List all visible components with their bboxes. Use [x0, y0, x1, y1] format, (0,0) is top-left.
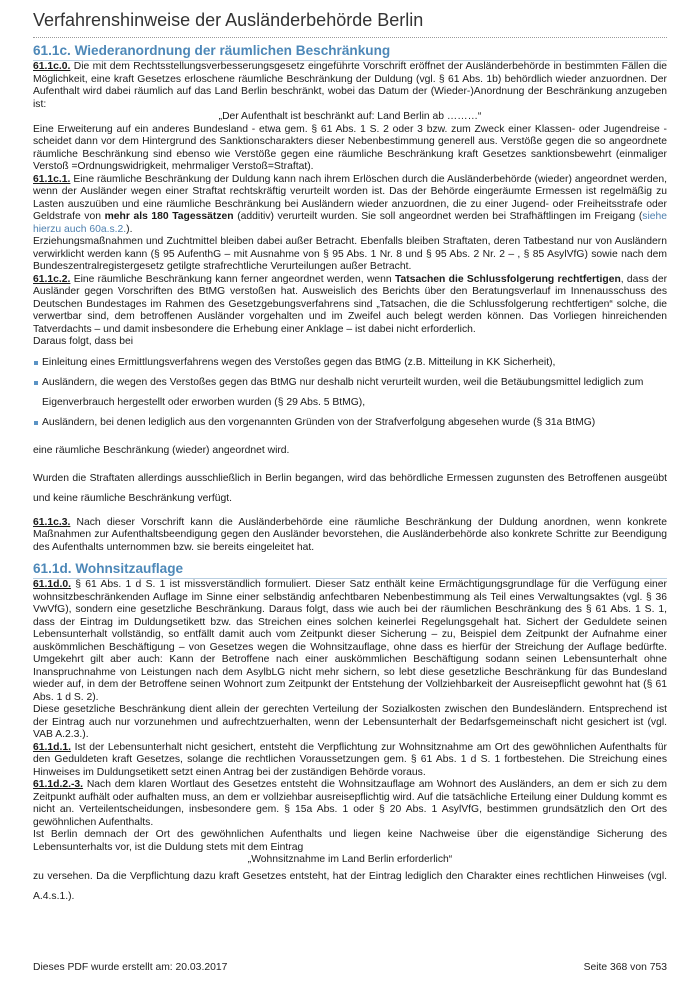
bullet-square-icon — [34, 361, 38, 365]
paragraph-61-1d-2-3 — [33, 779, 667, 829]
paragraph-number: 61.1d.2.-3. — [33, 779, 84, 790]
bold-text: mehr als 180 Tagessätzen — [104, 211, 234, 222]
cross-reference-link[interactable]: siehe hierzu auch 60a.s.2. — [33, 211, 668, 235]
paragraph-number: 61.1d.0. — [33, 579, 71, 590]
quote-line: „Der Aufenthalt ist beschränkt auf: Land Berlin ab ………“ — [218, 111, 482, 122]
list-item: Ausländern, die wegen des Verstoßes gegen das BtMG nur deshalb nicht verurteilt wurden, weil die Betäubungsmittel lediglich zum Eigenverbrauch hergestellt oder erworben wurden (§ 29 Abs. 5 BtMG), — [33, 373, 667, 413]
footer-page-number: Seite 368 von 753 — [583, 962, 667, 973]
paragraph-text: Daraus folgt, dass bei — [33, 336, 134, 347]
list-item: Einleitung eines Ermittlungsverfahrens wegen des Verstoßes gegen das BtMG (z.B. Mitteilung in KK Sicherheit), — [33, 353, 667, 373]
list-item: Ausländern, bei denen lediglich aus den vorgenannten Gründen von der Strafverfolgung abgesehen wurde (§ 31a BtMG) — [33, 413, 667, 433]
paragraph-number: 61.1d.1. — [33, 741, 71, 753]
bullet-square-icon — [34, 381, 38, 385]
section-heading-61-1d: 61.1d. Wohnsitzauflage — [33, 560, 667, 579]
paragraph-text: (additiv) verurteilt wurden. Sie soll angeordnet werden bei Strafhäftlingen im Freigang ( — [237, 211, 643, 222]
bullet-list — [33, 353, 667, 433]
bullet-square-icon — [34, 421, 38, 425]
title-divider — [33, 37, 667, 38]
paragraph-text: eine räumliche Beschränkung (wieder) angeordnet wird. — [33, 444, 290, 456]
paragraph-number: 61.1c.0. — [33, 61, 71, 72]
paragraph-61-1c-3 — [33, 517, 667, 555]
paragraph-text: Eine Erweiterung auf ein anderes Bundesland - etwa gem. § 61 Abs. 1 S. 2 oder 3 bzw. zum Zweck einer Klassen- oder Jugendreise - scheidet dann vor dem Hintergrund des Sanktionscharakters dieser Nebenbestimmung generell aus. Verstöße gegen die so angeordnete räumliche Beschränkung sind ebenso wie Verstöße gegen eine räumliche Beschränkung kraft Gesetzes sanktionsbewehrt (einmaliger Verstoß =Ordnungswidrigkeit, mehrmaliger Verstoß=Straftat). — [33, 123, 667, 172]
paragraph-text: Erziehungsmaßnahmen und Zuchtmittel bleiben dabei außer Betracht. Ebenfalls bleiben Straftaten, deren Tatbestand nur von Ausländern verwirklicht werden kann (§ 95 AufenthG – mit Ausnahme von § 95 Abs. 1 Nr. 8 und § 95 Abs. 2 Nr. 2 – , § 85 AsylVfG) sowie nach dem Bundeszentralregistergesetz getilgte strafrechtliche Verurteilungen außer Betracht. — [33, 236, 667, 272]
paragraph-number: 61.1c.2. — [33, 273, 71, 285]
paragraph-text: Ist Berlin demnach der Ort des gewöhnlichen Aufenthalts und liegen keine Nachweise über die eigenständige Sicherung des Lebensunterhalts vor, ist die Duldung stets mit dem Eintrag — [33, 829, 667, 853]
paragraph-61-1d-0 — [33, 579, 667, 704]
paragraph-text: , dass der Ausländer gegen Vorschriften des BtMG verstoßen hat. Ausweislich des Berichts über den Beratungsverlauf im Innenausschuss des Deutschen Bundestages im Rahmen des Gesetzgebungsverfahrens sind „Tatsachen, die die Schlussfolgerung rechtfertigen“ solche, die verwertbar sind, dem betroffenen Ausländer vorgehalten und im Zweifel auch belegt werden können. Das Vorliegen hinreichenden Tatverdachts – und damit insbesondere die Erhebung einer Anklage – ist dabei nicht erforderlich. — [33, 273, 668, 335]
quote-line: „Wohnsitznahme im Land Berlin erforderlich“ — [247, 854, 453, 865]
paragraph-61-1d-1 — [33, 742, 667, 780]
paragraph-text: § 61 Abs. 1 d S. 1 ist missverständlich formuliert. Dieser Satz enthält keine Ermächtigungsgrundlage für die Verfügung einer wohnsitzbeschränkenden Auflage im Sinne einer selbständig anfechtbaren Nebenbestimmung als Teil eines Verwaltungsaktes (vgl. § 36 VwVfG), sondern eine gesetzliche Beschränkung. Daraus folgt, dass wie auch bei der räumlichen Beschränkung des § 61 Abs. 1 S. 1, dass der Eintrag im Duldungsetikett bzw. das Streichen eines solchen keinerlei Regelungsgehalt hat. Sichert der Geduldete seinen Lebensunterhalt vollständig, so entfällt damit auch vom Zeitpunkt dieser Sicherung – zu, Beispiel dem Zeitpunkt der Aufnahme einer auskömmlichen Beschäftigung – von Gesetzes wegen die Wohnsitzauflage, ohne dass es hierfür der Streichung der Auflage bedürfte. Umgekehrt gilt aber auch: Kann der Betroffene nach einer auskömmlichen Beschäftigung sodann seinen Lebensunterhalt ohne Inanspruchnahme von Leistungen nach dem AsylbLG nicht mehr sichern, so lebt diese gesetzliche Beschränkung für das Bundesland wieder auf, in dem der Betroffene seinen Wohnort zum Zeitpunkt der Entstehung der Vollziehbarkeit der Ausreisepflicht gewohnt hat (§ 61 Abs. 1 d S. 2). — [33, 579, 668, 703]
paragraph-text: ). — [126, 223, 133, 235]
paragraph-text: Die mit dem Rechtsstellungsverbesserungsgesetz eingeführte Vorschrift eröffnet der Ausländerbehörde in bestimmten Fällen die Möglichkeit, eine kraft Gesetzes erloschene räumliche Beschränkung der Duldung (vgl. § 61 Abs. 1b) behördlich wieder anzuordnen. Der Aufenthalt wird dabei räumlich auf das Land Berlin beschränkt, wobei das Datum der (Wieder-)Anordnung der Beschränkung anzugeben ist: — [33, 61, 668, 110]
paragraph-text: Nach dem klaren Wortlaut des Gesetzes entsteht die Wohnsitzauflage am Wohnort des Ausländers, an dem er sich zu dem Zeitpunkt aufhält oder aufhalten muss, an dem er vollziehbar ausreisepflichtig wird. Auf die tatsächliche Erteilung einer Duldung kommt es nicht an. Verteilentscheidungen, insbesondere gem. § 15a Abs. 1 oder § 20 Abs. 1 AsylVfG, bestimmen grundsätzlich den Ort des gewöhnlichen Aufenthalts. — [33, 779, 668, 828]
paragraph-text: Diese gesetzliche Beschränkung dient allein der gerechten Verteilung der Sozialkosten zwischen den Bundesländern. Entsprechend ist der Eintrag auch nur vorzunehmen und aufrechtzuerhalten, wenn der Lebensunterhalt der Bedarfsgemeinschaft nicht gesichert ist (vgl. VAB A.2.3.). — [33, 704, 667, 740]
bold-text: Tatsachen die Schlussfolgerung rechtfertigen — [394, 273, 621, 285]
paragraph-text: Nach dieser Vorschrift kann die Ausländerbehörde eine räumliche Beschränkung der Duldung anordnen, wenn konkrete Maßnahmen zur Aufenthaltsbeendigung gegen den Ausländer bevorstehen, die Ausländerbehörde also konkrete Schritte zur Beendigung des Aufenthalts unternommen bzw. sie bereits eingeleitet hat. — [33, 516, 667, 553]
footer-created-date: Dieses PDF wurde erstellt am: 20.03.2017 — [33, 962, 228, 973]
document-title: Verfahrenshinweise der Ausländerbehörde Berlin — [33, 10, 424, 30]
document-body — [33, 41, 667, 907]
paragraph-61-1c-2 — [33, 274, 667, 337]
paragraph-61-1c-1 — [33, 174, 667, 237]
paragraph-number: 61.1c.1. — [33, 173, 71, 185]
paragraph-61-1c-0 — [33, 61, 667, 111]
paragraph-text: Ist der Lebensunterhalt nicht gesichert, entsteht die Verpflichtung zur Wohnsitznahme am Ort des gewöhnlichen Aufenthalts für den Geduldeten kraft Gesetzes, solange die rechtlichen Voraussetzungen gem. § 61 Abs. 1 d S. 1 fortbestehen. Die Streichung eines Hinweises im Duldungsetikett setzt einen Antrag bei der zuständigen Behörde voraus. — [33, 741, 668, 778]
page-footer — [33, 962, 667, 973]
section-heading-61-1c: 61.1c. Wiederanordnung der räumlichen Beschränkung — [33, 42, 667, 61]
paragraph-text: Eine räumliche Beschränkung der Duldung kann nach ihrem Erlöschen durch die Ausländerbehörde (wieder) angeordnet werden, wenn der Ausländer wegen einer Straftat rechtskräftig verurteilt worden ist. Das der Behörde eingeräumte Ermessen ist regelmäßig zu Lasten auszuüben und eine räumliche Beschränkung bei Ausländern wieder anzuordnen, die zu einer Jugend- oder Freiheitsstrafe oder Geldstrafe von — [33, 173, 667, 222]
paragraph-number: 61.1c.3. — [33, 516, 71, 528]
paragraph-text: Wurden die Straftaten allerdings ausschließlich in Berlin begangen, wird das behördliche Ermessen zugunsten des Betroffenen ausgeübt und keine räumliche Beschränkung verfügt. — [33, 472, 667, 504]
paragraph-text: zu versehen. Da die Verpflichtung dazu kraft Gesetzes entsteht, hat der Eintrag lediglich den Charakter eines rechtlichen Hinweises (vgl. A.4.s.1.). — [33, 870, 667, 902]
paragraph-text: Eine räumliche Beschränkung kann ferner angeordnet werden, wenn — [73, 273, 392, 285]
